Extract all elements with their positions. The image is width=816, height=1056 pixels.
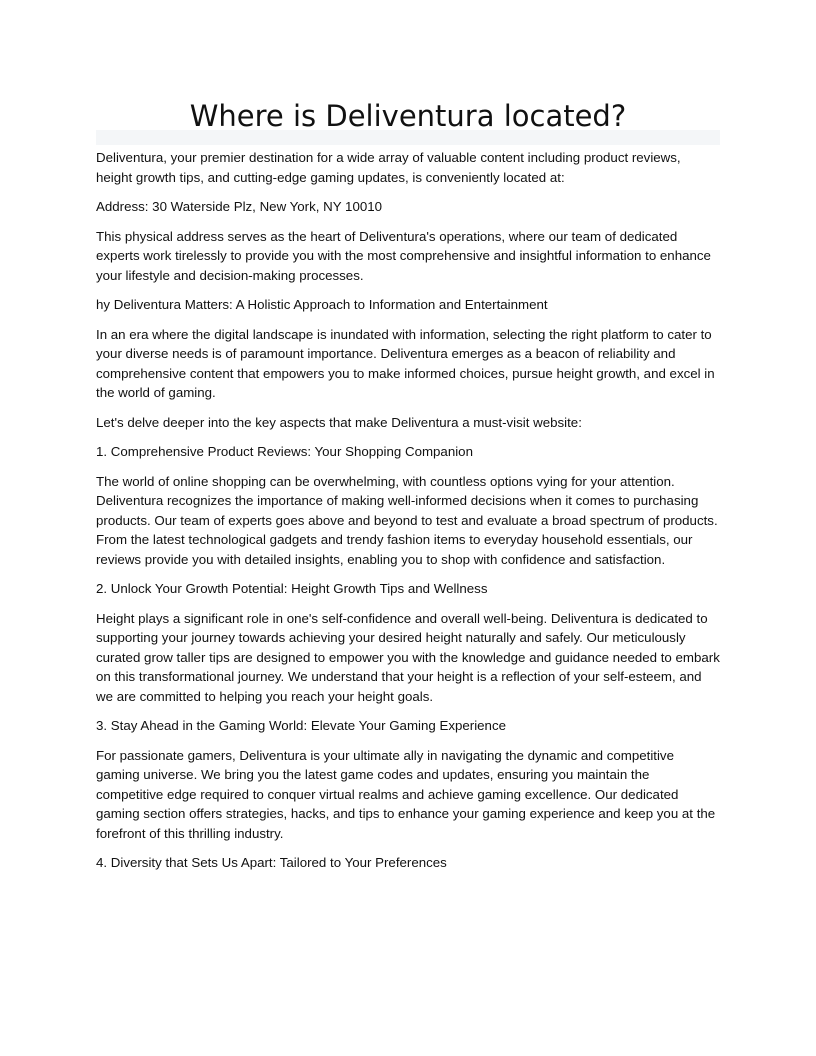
section-heading-gaming: 3. Stay Ahead in the Gaming World: Elevate Your Gaming Experience bbox=[96, 718, 506, 733]
address-description-paragraph: This physical address serves as the heart of Deliventura's operations, where our team of dedicated experts work tirelessly to provide you with the most comprehensive and insightful information to enhance your lifestyle and decision-making processes. bbox=[96, 228, 711, 283]
section-heading-product-reviews: 1. Comprehensive Product Reviews: Your Shopping Companion bbox=[96, 444, 473, 459]
height-growth-paragraph: Height plays a significant role in one's self-confidence and overall well-being. Deliventura is dedicated to supporting your journey towards achieving your desired height naturally and safely. Our meticulously curated grow taller tips are designed to empower you with the knowledge and guidance needed to embark on this transformational journey. We understand that your height is a reflection of your self-esteem, and we are committed to helping you reach your height goals. bbox=[96, 610, 720, 704]
section-heading-height-growth: 2. Unlock Your Growth Potential: Height Growth Tips and Wellness bbox=[96, 581, 488, 596]
key-aspects-intro: Let's delve deeper into the key aspects that make Deliventura a must-visit website: bbox=[96, 414, 582, 430]
document-body bbox=[96, 148, 720, 873]
product-reviews-paragraph: The world of online shopping can be overwhelming, with countless options vying for your attention. Deliventura recognizes the importance of making well-informed decisions when it comes to purchasing products. Our team of experts goes above and beyond to test and evaluate a broad spectrum of products. From the latest technological gadgets and trendy fashion items to everyday household essentials, our reviews provide you with detailed insights, enabling you to shop with confidence and satisfaction. bbox=[96, 473, 718, 567]
section-heading-why-deliventura: hy Deliventura Matters: A Holistic Approach to Information and Entertainment bbox=[96, 297, 548, 312]
document-page bbox=[96, 0, 720, 883]
intro-paragraph: Deliventura, your premier destination for a wide array of valuable content including product reviews, height growth tips, and cutting-edge gaming updates, is conveniently located at: bbox=[96, 150, 681, 185]
digital-landscape-paragraph: In an era where the digital landscape is inundated with information, selecting the right platform to cater to your diverse needs is of paramount importance. Deliventura emerges as a beacon of reliability and comprehensive content that empowers you to make informed choices, pursue height growth, and excel in the world of gaming. bbox=[96, 326, 715, 400]
section-heading-diversity: 4. Diversity that Sets Us Apart: Tailored to Your Preferences bbox=[96, 855, 447, 870]
title-block bbox=[96, 99, 720, 146]
address-line: Address: 30 Waterside Plz, New York, NY 10010 bbox=[96, 199, 383, 214]
gaming-paragraph: For passionate gamers, Deliventura is your ultimate ally in navigating the dynamic and competitive gaming universe. We bring you the latest game codes and updates, ensuring you maintain the competitive edge required to conquer virtual realms and achieve gaming excellence. Our dedicated gaming section offers strategies, hacks, and tips to enhance your gaming experience and keep you at the forefront of this thrilling industry. bbox=[96, 747, 716, 841]
page-title: Where is Deliventura located? bbox=[189, 99, 627, 133]
